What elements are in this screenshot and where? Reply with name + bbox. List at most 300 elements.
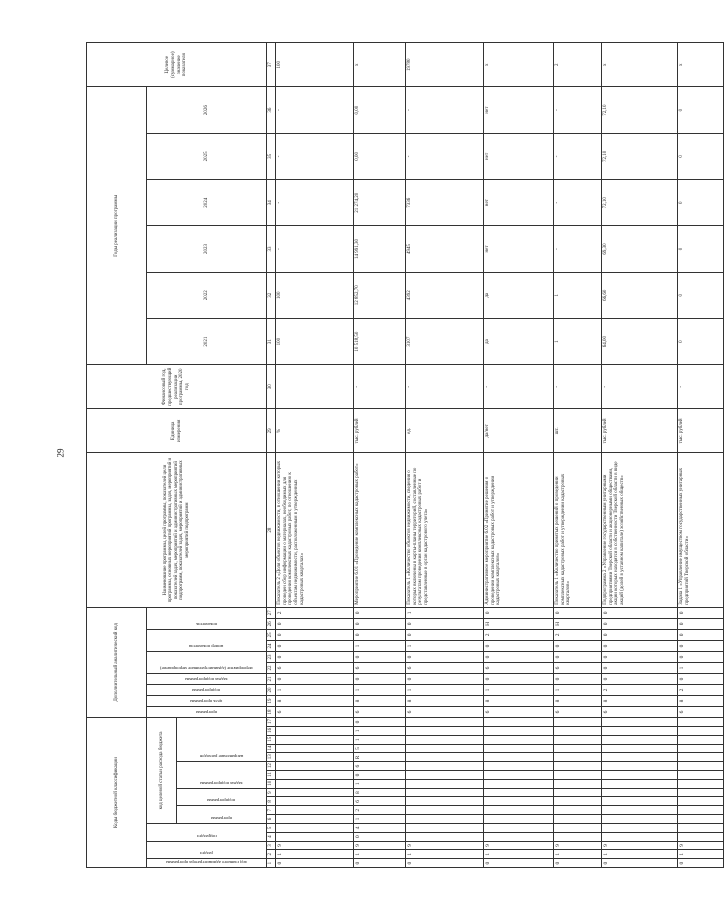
row-unit: ед. (405, 409, 483, 453)
year-value-2024: 72,10 (601, 180, 677, 226)
column-number: 11 (267, 771, 276, 780)
code-cell: 6 (353, 707, 405, 718)
year-value-2024: нет (483, 180, 553, 226)
code-cell: 1 (275, 684, 353, 695)
code-cell (483, 735, 553, 744)
row-target: x (483, 43, 553, 87)
code-cell (275, 771, 353, 780)
extra-codes-header: Дополнительный аналитический код (87, 607, 147, 717)
code-cell: 0 (275, 629, 353, 640)
section-header: раздел (200, 851, 213, 857)
unit-header: Единица измерения (87, 409, 267, 453)
column-number: 37 (267, 43, 276, 87)
column-number: 22 (267, 662, 276, 673)
column-number: 15 (267, 735, 276, 744)
column-number: 10 (267, 779, 276, 788)
code-cell: 2 (601, 684, 677, 695)
code-cell: 8 (405, 696, 483, 707)
code-cell: 0 (275, 651, 353, 662)
code-cell (405, 823, 483, 832)
column-number: 21 (267, 673, 276, 684)
year-value-2023: 4945 (405, 226, 483, 272)
code-cell: 0 (601, 662, 677, 673)
code-cell: 0 (483, 640, 553, 651)
code-cell (677, 832, 723, 841)
code-cell (405, 735, 483, 744)
code-cell (553, 718, 601, 727)
year-value-2025: 0 (677, 133, 723, 179)
column-number: 16 (267, 727, 276, 736)
row-target: 19780 (405, 43, 483, 87)
column-number: 28 (267, 453, 276, 607)
target-header: Целевое (суммарное) значение показателя (87, 43, 267, 87)
d-indicator-type-header: показатель (195, 621, 218, 627)
year-value-2022: 12 852,70 (353, 272, 405, 318)
code-cell (483, 779, 553, 788)
code-cell: 2 (483, 629, 553, 640)
code-cell: 1 (483, 850, 553, 859)
row-name: Задача 1 «Управление имуществом государственных унитарных предприятий Тверской области» (677, 453, 723, 607)
code-cell (483, 718, 553, 727)
code-cell: 0 (275, 673, 353, 684)
row-unit: тыс. рублей (677, 409, 723, 453)
code-cell (405, 797, 483, 806)
row-name: Подпрограмма 2 «Управление государственным унитарными предприятиями Тверской области и акционерными обществами, акции которых находятся в собственности Тверской области в виде акций (долей в уставном капитале) хозяйственных обществ» (601, 453, 677, 607)
column-number: 6 (267, 815, 276, 824)
code-cell (601, 753, 677, 762)
code-cell: 0 (483, 607, 553, 618)
year-value-2021: да (483, 318, 553, 364)
row-unit: шт. (553, 409, 601, 453)
code-cell: 0 (601, 651, 677, 662)
code-cell (483, 806, 553, 815)
code-cell: 1 (677, 662, 723, 673)
column-number: 7 (267, 806, 276, 815)
code-cell: 0 (553, 651, 601, 662)
code-cell (553, 744, 601, 753)
row-name: Мероприятие 6.01 «Проведение комплексных кадастровых работ» (353, 453, 405, 607)
code-cell (405, 762, 483, 771)
code-cell: 0 (353, 651, 405, 662)
code-cell: 0 (601, 640, 677, 651)
column-number: 31 (267, 318, 276, 364)
column-number: 30 (267, 365, 276, 409)
code-cell (483, 762, 553, 771)
code-cell (275, 718, 353, 727)
code-cell: 4 (353, 823, 405, 832)
program-subheader: программа (210, 815, 233, 821)
code-cell: 6 (353, 762, 405, 771)
budget-codes-header: Коды бюджетной классификации (87, 718, 147, 868)
code-cell: 0 (405, 651, 483, 662)
code-cell (553, 788, 601, 797)
code-cell (677, 806, 723, 815)
column-number: 2 (267, 850, 276, 859)
admin-code-header: код главного администратора программы (166, 860, 247, 865)
row-unit: тыс. рублей (601, 409, 677, 453)
d-indicator-header: номер показателя (189, 643, 224, 649)
code-cell: 8 (483, 696, 553, 707)
code-cell: 2 (677, 684, 723, 695)
code-cell: 0 (553, 859, 601, 868)
program-table (86, 42, 724, 868)
code-cell: 0 (677, 607, 723, 618)
row-name: Административное мероприятие 6.02 «Принятие решения о проведении комплексных кадастровых работ и утверждении кадастровых кварталов» (483, 453, 553, 607)
year-value-2025: - (275, 133, 353, 179)
code-cell: 1 (405, 607, 483, 618)
program-name-header: Наименование программы, целей программы, показателей цели программы, основных мероприятий программы, задач, мероприятий и показателей задач, мероприятий и административных мероприятий подпрограмм, показателей задач, мероприятий и административных мероприятий подпрограмм (87, 453, 267, 607)
code-cell (601, 779, 677, 788)
code-cell: 0 (483, 859, 553, 868)
code-cell (601, 771, 677, 780)
code-cell: 1 (553, 850, 601, 859)
code-cell: 2 (275, 607, 353, 618)
code-cell (601, 744, 677, 753)
code-cell: 5 (353, 744, 405, 753)
code-cell: 9 (275, 841, 353, 850)
code-cell (553, 806, 601, 815)
code-cell (553, 832, 601, 841)
code-cell (275, 832, 353, 841)
code-cell: 1 (353, 850, 405, 859)
column-number: 8 (267, 797, 276, 806)
code-cell: 9 (353, 841, 405, 850)
code-cell: 6 (405, 707, 483, 718)
target-article-header: код целевой статьи расхода бюджета (147, 718, 177, 824)
row-base-year: - (405, 365, 483, 409)
code-cell (677, 815, 723, 824)
row-base-year: - (677, 365, 723, 409)
code-cell: R (353, 753, 405, 762)
code-cell: 0 (601, 618, 677, 629)
table-row (405, 43, 483, 868)
code-cell: 0 (353, 832, 405, 841)
subprogram-subheader: подпрограмма (207, 798, 236, 804)
code-cell: 9 (483, 841, 553, 850)
d-sub-header: подпрограмма (192, 688, 221, 693)
year-value-2021: 100 (275, 318, 353, 364)
year-value-2023: - (275, 226, 353, 272)
year-value-2026: 72,10 (601, 87, 677, 133)
row-target: 100 (275, 43, 353, 87)
subsection-header: подраздел (196, 833, 217, 839)
year-2022-header: 2022 (147, 272, 267, 318)
code-cell: 0 (405, 859, 483, 868)
year-value-2023: - (553, 226, 601, 272)
row-name: Показатель 2 «Доля объектов недвижимости, в отношении которых проведен сбор информации о материалах, необходимых для проведения комплексных кадастровых работ, по отношению к объектам недвижимости, расположенным в утвержденных кадастровых кварталах» (275, 453, 353, 607)
column-number: 26 (267, 618, 276, 629)
code-cell: 0 (677, 640, 723, 651)
code-cell: 1 (553, 684, 601, 695)
column-number: 24 (267, 640, 276, 651)
code-cell (601, 735, 677, 744)
year-value-2024: - (553, 180, 601, 226)
year-value-2022: 4392 (405, 272, 483, 318)
code-cell (677, 727, 723, 736)
code-cell (553, 753, 601, 762)
code-cell: 1 (353, 735, 405, 744)
row-unit: % (275, 409, 353, 453)
row-unit: да/нет (483, 409, 553, 453)
code-cell: 8 (601, 696, 677, 707)
code-cell (405, 815, 483, 824)
code-cell: 1 (353, 779, 405, 788)
code-cell: 0 (405, 618, 483, 629)
year-value-2025: нет (483, 133, 553, 179)
code-cell (405, 718, 483, 727)
code-cell (405, 788, 483, 797)
code-cell (677, 762, 723, 771)
code-cell: 6 (483, 707, 553, 718)
code-cell (405, 832, 483, 841)
d-measure-header: мероприятие (административное мероприятие) (160, 665, 253, 671)
code-cell (275, 762, 353, 771)
year-value-2021: 3107 (405, 318, 483, 364)
code-cell (677, 797, 723, 806)
year-value-2022: 1 (553, 272, 601, 318)
code-cell: 6 (601, 707, 677, 718)
year-2023-header: 2023 (147, 226, 267, 272)
code-cell: 6 (353, 797, 405, 806)
code-cell (483, 744, 553, 753)
code-cell (601, 762, 677, 771)
column-number: 19 (267, 696, 276, 707)
code-cell (677, 735, 723, 744)
code-cell (601, 727, 677, 736)
code-cell (677, 823, 723, 832)
code-cell: 6 (677, 707, 723, 718)
row-target: x (677, 43, 723, 87)
code-cell: 6 (483, 662, 553, 673)
code-cell (483, 797, 553, 806)
years-header: Годы реализации программы (87, 87, 147, 365)
code-cell (677, 779, 723, 788)
base-year-header: Финансовый год, предшествующий реализации программы, 2020 год (87, 365, 267, 409)
code-cell (553, 779, 601, 788)
code-cell: 1 (275, 850, 353, 859)
row-base-year: - (553, 365, 601, 409)
column-number: 33 (267, 226, 276, 272)
code-cell (553, 797, 601, 806)
code-cell (405, 753, 483, 762)
column-number: 25 (267, 629, 276, 640)
code-cell (483, 832, 553, 841)
code-cell (275, 797, 353, 806)
row-target: x (601, 43, 677, 87)
code-cell (483, 753, 553, 762)
code-cell (275, 744, 353, 753)
code-cell: 2 (353, 806, 405, 815)
year-2024-header: 2024 (147, 180, 267, 226)
code-cell (601, 832, 677, 841)
year-value-2021: 10 518,50 (353, 318, 405, 364)
row-target: x (353, 43, 405, 87)
code-cell (275, 735, 353, 744)
column-number: 12 (267, 762, 276, 771)
year-value-2026: 0 (677, 87, 723, 133)
table-row (275, 43, 353, 868)
code-cell: 8 (353, 788, 405, 797)
code-cell: 0 (353, 629, 405, 640)
code-cell (553, 727, 601, 736)
code-cell: 0 (553, 640, 601, 651)
year-value-2023: 0 (677, 226, 723, 272)
code-cell: 8 (677, 696, 723, 707)
year-value-2021: 0 (677, 318, 723, 364)
code-cell: 0 (275, 618, 353, 629)
code-cell: 1 (353, 815, 405, 824)
column-number: 35 (267, 133, 276, 179)
code-cell (275, 823, 353, 832)
d-goal-header: цель программы (190, 699, 223, 705)
code-cell: 0 (405, 673, 483, 684)
code-cell (677, 744, 723, 753)
code-cell (601, 823, 677, 832)
code-cell (405, 771, 483, 780)
year-2025-header: 2025 (147, 133, 267, 179)
row-target: 2 (553, 43, 601, 87)
code-cell: 0 (601, 629, 677, 640)
code-cell: 6 (553, 662, 601, 673)
year-2021-header: 2021 (147, 318, 267, 364)
code-cell: 9 (601, 841, 677, 850)
year-value-2025: 72,10 (601, 133, 677, 179)
code-cell (601, 806, 677, 815)
code-cell: 0 (353, 771, 405, 780)
code-cell (677, 753, 723, 762)
year-value-2022: 66,60 (601, 272, 677, 318)
code-cell (483, 823, 553, 832)
code-cell: 2 (553, 629, 601, 640)
year-value-2023: 14 991,30 (353, 226, 405, 272)
code-cell (275, 815, 353, 824)
code-cell: 0 (275, 640, 353, 651)
code-cell (275, 727, 353, 736)
row-name: Показатель 1 «Количество принятых решений о проведении комплексных кадастровых работ и утверждении кадастровых кварталов» (553, 453, 601, 607)
document-sheet (86, 42, 690, 868)
year-value-2026: - (275, 87, 353, 133)
year-value-2026: - (553, 87, 601, 133)
page-number: 29 (55, 448, 66, 458)
code-cell: 1 (405, 850, 483, 859)
code-cell: 0 (353, 607, 405, 618)
row-name: Показатель 1 «Количество объектов недвижимости, сведения о которых включены в карты-планы территорий, составленные по результатам проведения комплексных кадастровых работ и представленные в орган кадастрового учета» (405, 453, 483, 607)
code-cell (405, 727, 483, 736)
column-numbers-row (267, 43, 276, 868)
column-number: 13 (267, 753, 276, 762)
year-value-2023: 69,30 (601, 226, 677, 272)
code-cell (275, 788, 353, 797)
code-cell: 0 (677, 673, 723, 684)
code-cell: 1 (405, 640, 483, 651)
code-cell: 9 (405, 841, 483, 850)
code-cell (483, 788, 553, 797)
code-cell: 1 (601, 850, 677, 859)
code-cell (677, 788, 723, 797)
code-cell: 8 (275, 696, 353, 707)
year-value-2024: 0 (677, 180, 723, 226)
table-row (483, 43, 553, 868)
code-cell: 0 (677, 859, 723, 868)
code-cell: 0 (601, 859, 677, 868)
code-cell: 0 (353, 618, 405, 629)
code-cell (275, 806, 353, 815)
year-value-2025: - (553, 133, 601, 179)
column-number: 5 (267, 823, 276, 832)
code-cell: 0 (677, 629, 723, 640)
code-cell: 9 (553, 841, 601, 850)
year-value-2026: нет (483, 87, 553, 133)
year-value-2026: - (405, 87, 483, 133)
code-cell (275, 779, 353, 788)
column-number: 14 (267, 744, 276, 753)
code-cell: 0 (677, 618, 723, 629)
column-number: 29 (267, 409, 276, 453)
code-cell: 8 (553, 696, 601, 707)
column-number: 32 (267, 272, 276, 318)
code-cell: 0 (677, 651, 723, 662)
year-value-2025: - (405, 133, 483, 179)
table-row (677, 43, 723, 868)
column-number: 1 (267, 859, 276, 868)
code-cell: 0 (601, 607, 677, 618)
year-value-2024: 21 274,20 (353, 180, 405, 226)
column-number: 23 (267, 651, 276, 662)
code-cell: 1 (353, 684, 405, 695)
code-cell (601, 788, 677, 797)
code-cell: 0 (483, 673, 553, 684)
column-number: 4 (267, 832, 276, 841)
code-cell (677, 718, 723, 727)
column-number: 17 (267, 718, 276, 727)
code-cell (553, 823, 601, 832)
table-row (353, 43, 405, 868)
code-cell: 0 (353, 718, 405, 727)
year-value-2022: да (483, 272, 553, 318)
code-cell: 6 (553, 707, 601, 718)
code-cell (405, 806, 483, 815)
column-number: 36 (267, 87, 276, 133)
code-cell: 1 (353, 727, 405, 736)
year-value-2023: нет (483, 226, 553, 272)
row-base-year: - (601, 365, 677, 409)
code-cell: 1 (677, 850, 723, 859)
code-cell: Н (483, 618, 553, 629)
column-number: 27 (267, 607, 276, 618)
year-value-2026: 0,00 (353, 87, 405, 133)
code-cell: 0 (553, 673, 601, 684)
code-cell (405, 779, 483, 788)
code-cell: 0 (353, 859, 405, 868)
table-row (553, 43, 601, 868)
code-cell (601, 797, 677, 806)
row-base-year: - (483, 365, 553, 409)
code-cell (553, 762, 601, 771)
year-value-2021: 64,00 (601, 318, 677, 364)
code-cell: 9 (677, 841, 723, 850)
code-cell: 6 (353, 662, 405, 673)
code-cell (553, 771, 601, 780)
table-row (601, 43, 677, 868)
code-cell: Н (553, 618, 601, 629)
code-cell (483, 727, 553, 736)
d-program-header: программа (195, 710, 218, 716)
code-cell (275, 753, 353, 762)
row-base-year (275, 365, 353, 409)
code-cell (483, 815, 553, 824)
code-cell: 8 (353, 696, 405, 707)
column-number: 34 (267, 180, 276, 226)
